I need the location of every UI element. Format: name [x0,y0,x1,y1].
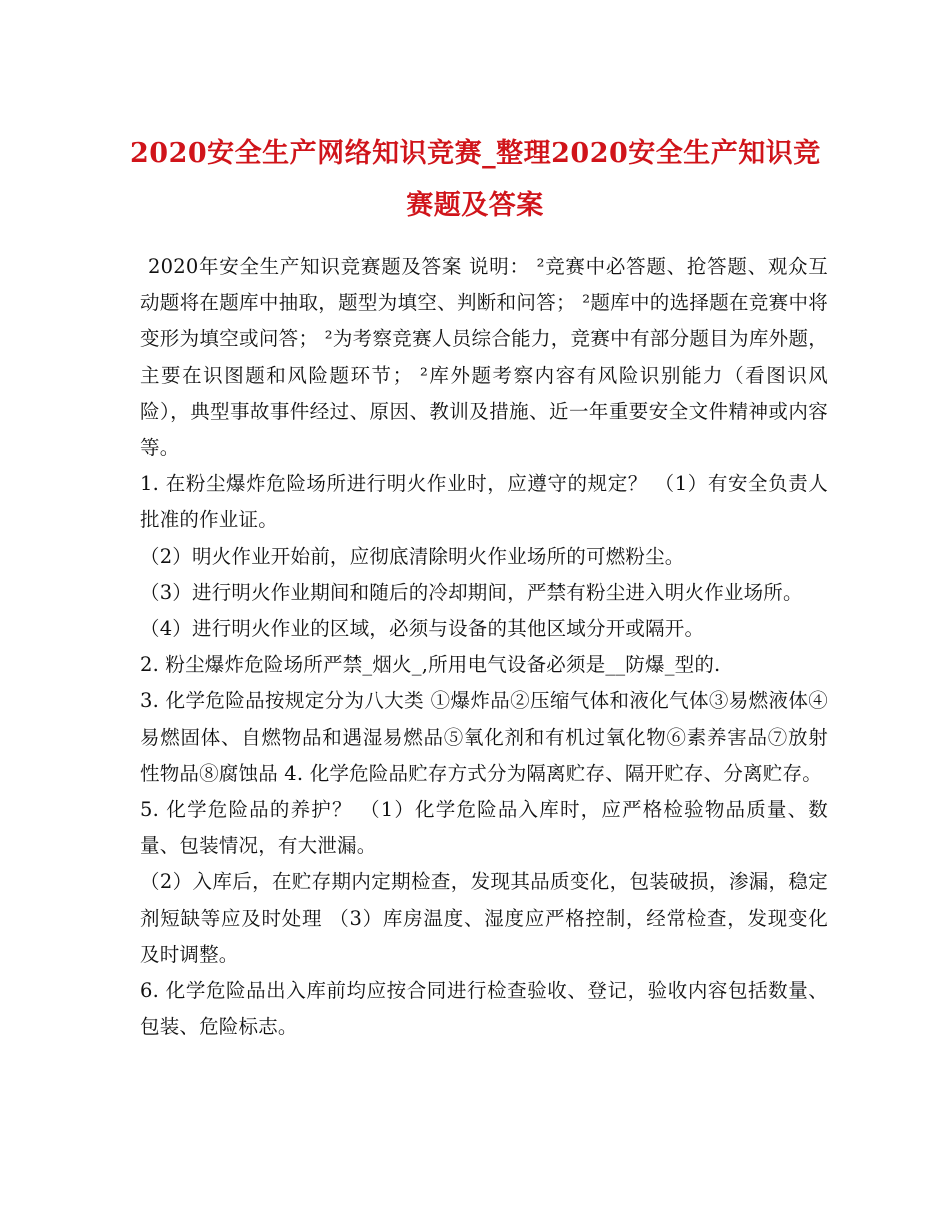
question-1-item-3: （3）进行明火作业期间和随后的冷却期间，严禁有粉尘进入明火作业场所。 [140,580,803,604]
question-1-item-4: （4）进行明火作业的区域，必须与设备的其他区域分开或隔开。 [140,617,705,641]
question-5-paragraph: 5. 化学危险品的养护？ （1）化学危险品入库时，应严格检验物品质量、数量、包装情况，有大泄漏。 [140,798,828,858]
title-line-1: 2020安全生产网络知识竞赛_整理2020安全生产知识竞 [130,138,821,169]
question-1-paragraph: 1. 在粉尘爆炸危险场所进行明火作业时，应遵守的规定？ （1）有安全负责人批准的作业证。 [140,472,828,532]
question-5-item-2-3: （2）入库后，在贮存期内定期检查，发现其品质变化，包装破损，渗漏，稳定剂短缺等应及时处理 （3）库房温度、湿度应严格控制，经常检查，发现变化及时调整。 [140,870,828,966]
title-line-2: 赛题及答案 [406,190,544,221]
question-1-item-2: （2）明火作业开始前，应彻底清除明火作业场所的可燃粉尘。 [140,544,685,568]
document-title [130,128,820,232]
question-6-paragraph: 6. 化学危险品出入库前均应按合同进行检查验收、登记，验收内容包括数量、包装、危险标志。 [140,979,828,1039]
question-2-paragraph: 2. 粉尘爆炸危险场所严禁_烟火_,所用电气设备必须是__防爆_型的. [140,653,721,677]
document-body [140,249,828,1045]
question-3-4-paragraph: 3. 化学危险品按规定分为八大类 ①爆炸品②压缩气体和液化气体③易燃液体④易燃固体、自燃物品和遇湿易燃品⑤氧化剂和有机过氧化物⑥素养害品⑦放射性物品⑧腐蚀品 4. 化学危险品贮存方式分为隔离贮存、隔开贮存、分离贮存。 [140,689,828,785]
intro-paragraph: 2020年安全生产知识竞赛题及答案 说明： ²竞赛中必答题、抢答题、观众互动题将在题库中抽取，题型为填空、判断和问答； ²题库中的选择题在竞赛中将变形为填空或问答； ²为考察竞赛人员综合能力，竞赛中有部分题目为库外题，主要在识图题和风险题环节； ²库外题考察内容有风险识别能力（看图识风险），典型事故事件经过、原因、教训及措施、近一年重要安全文件精神或内容等。 [140,255,828,460]
